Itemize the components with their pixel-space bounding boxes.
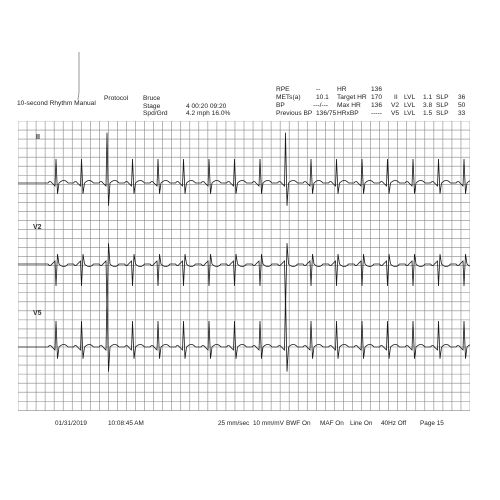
st-slp-label-v5: SLP xyxy=(436,110,449,117)
previous-bp-value: 136/75 xyxy=(316,110,337,117)
footer-bwf: BWF On xyxy=(286,420,311,427)
protocol-value: Bruce xyxy=(143,95,161,102)
st-lvl-v2: 3.8 xyxy=(423,102,433,109)
footer-maf: MAF On xyxy=(320,420,344,427)
previous-bp-label: Previous BP xyxy=(276,110,313,117)
target-hr-label: Target HR xyxy=(337,94,367,101)
footer-time: 10:08:45 AM xyxy=(108,420,144,427)
max-hr-value: 136 xyxy=(371,102,383,109)
st-lead-v2: V2 xyxy=(391,102,400,109)
st-lead-ii: II xyxy=(394,94,398,101)
footer-line: Line On xyxy=(350,420,373,427)
mets-label: METs(a) xyxy=(276,94,301,101)
target-hr-value: 170 xyxy=(371,94,383,101)
protocol-label: Protocol xyxy=(104,95,129,102)
st-lvl-ii: 1.1 xyxy=(423,94,433,101)
hrxbp-value: ----- xyxy=(371,110,382,117)
footer-date: 01/31/2019 xyxy=(55,420,87,427)
bp-value: ---/--- xyxy=(313,102,329,109)
report-title: 10-second Rhythm Manual xyxy=(17,100,96,107)
footer-filter: 40Hz Off xyxy=(381,420,407,427)
stylus-mark xyxy=(77,52,81,100)
hrxbp-label: HRxBP xyxy=(337,110,359,117)
footer-page: Page 15 xyxy=(420,420,444,427)
lead-label-ii: II xyxy=(36,134,40,141)
st-lead-v5: V5 xyxy=(391,110,400,117)
footer-speed: 25 mm/sec xyxy=(218,420,250,427)
rpe-value: -- xyxy=(316,86,321,93)
st-slp-v2: 50 xyxy=(458,102,466,109)
rpe-label: RPE xyxy=(276,86,290,93)
stage-label: Stage xyxy=(143,103,161,110)
st-slp-ii: 36 xyxy=(458,94,466,101)
st-slp-label-v2: SLP xyxy=(436,102,449,109)
st-lvl-label-ii: LVL xyxy=(404,94,416,101)
bp-label: BP xyxy=(276,102,285,109)
lead-label-v2: V2 xyxy=(33,224,42,231)
spd-grd-value: 4.2 mph 16.0% xyxy=(186,110,231,117)
hr-value: 136 xyxy=(371,86,383,93)
max-hr-label: Max HR xyxy=(337,102,361,109)
footer-gain: 10 mm/mV xyxy=(253,420,284,427)
st-slp-v5: 33 xyxy=(458,110,466,117)
mets-value: 10.1 xyxy=(316,94,329,101)
spd-grd-label: Spd/Grd xyxy=(143,110,168,117)
st-lvl-label-v2: LVL xyxy=(404,102,416,109)
st-slp-label-ii: SLP xyxy=(436,94,449,101)
ecg-strip xyxy=(18,121,470,411)
hr-label: HR xyxy=(337,86,347,93)
st-lvl-v5: 1.5 xyxy=(423,110,433,117)
st-lvl-label-v5: LVL xyxy=(404,110,416,117)
lead-label-v5: V5 xyxy=(33,310,42,317)
stage-value: 4 00:20 09:20 xyxy=(186,103,227,110)
